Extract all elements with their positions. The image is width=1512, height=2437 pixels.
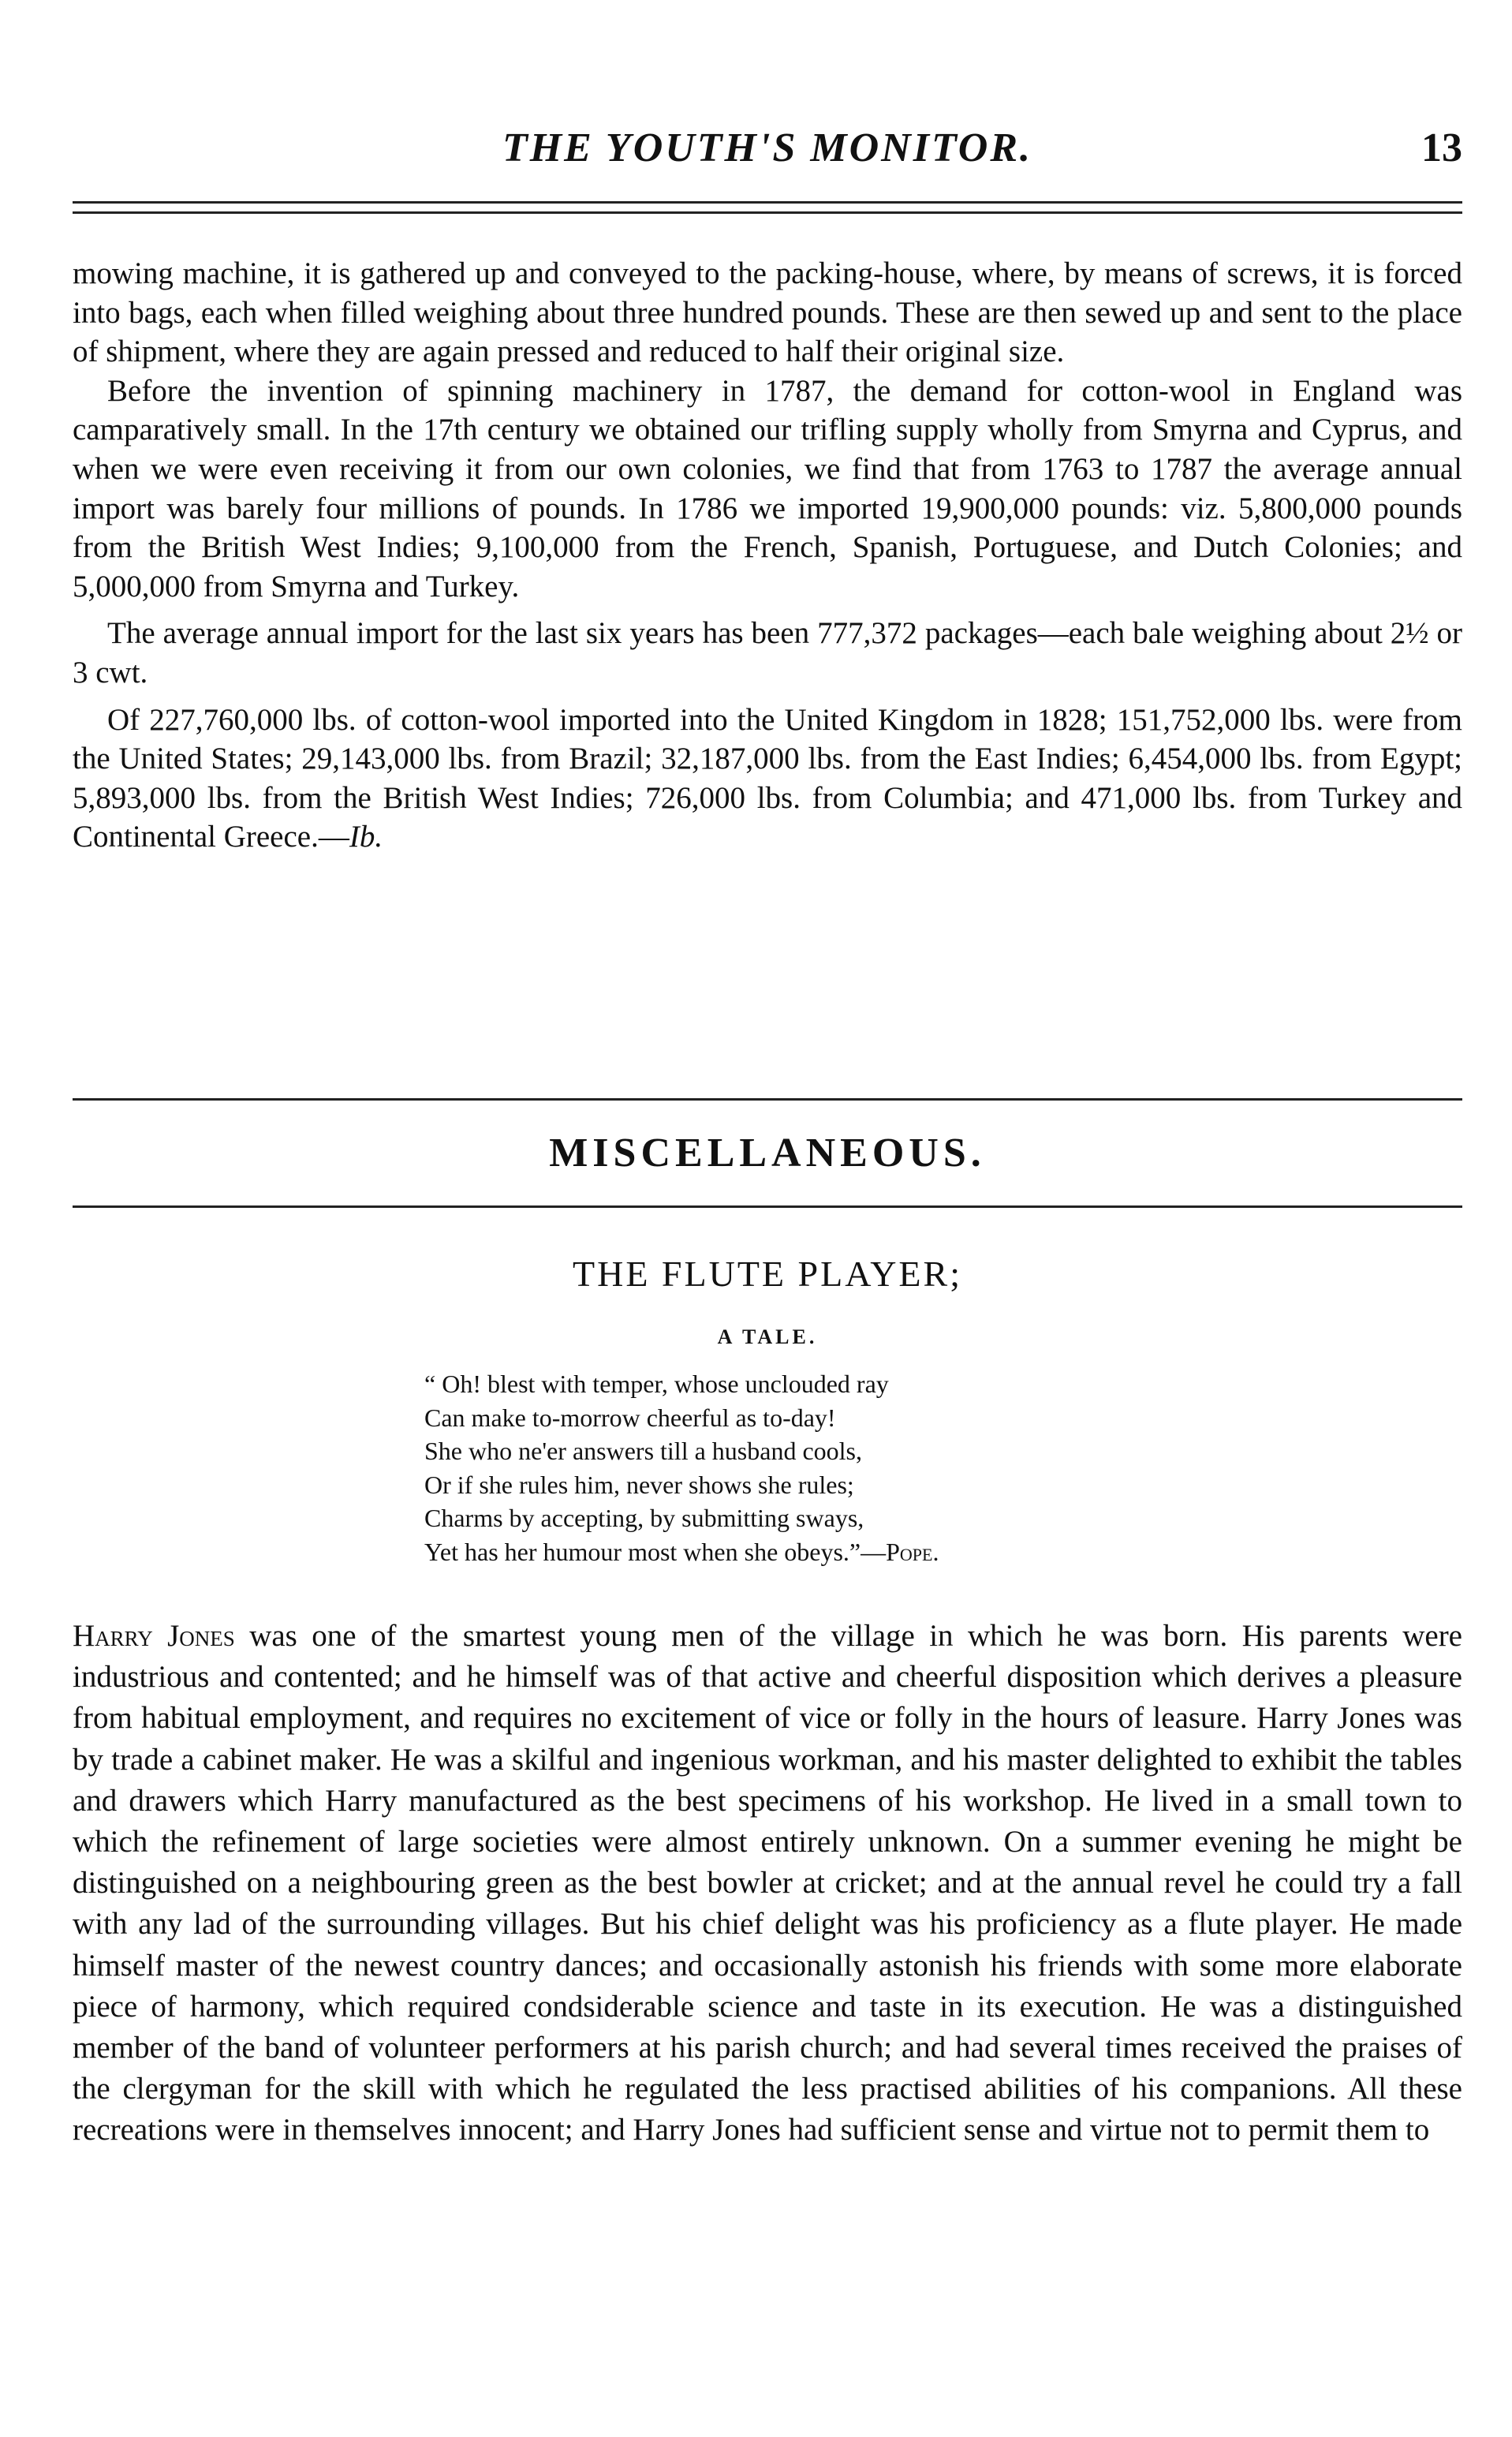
epigraph <box>424 1367 1276 1568</box>
story-body-text: was one of the smartest young men of the village in which he was born. His parents were industrious and contented; and he himself was of that active and cheerful disposition which derives a pleasure from habitual employment, and requires no excitement of vice or folly in the hours of leasure. Harry Jones was by trade a cabinet maker. He was a skilful and ingenious workman, and his master delighted to exhibit the tables and drawers which Harry manufactured as the best specimens of his workshop. He lived in a small town to which the refinement of large societies were almost entirely unknown. On a summer evening he might be distinguished on a neighbouring green as the best bowler at cricket; and at the annual revel he could try a fall with any lad of the surrounding villages. But his chief delight was his proficiency as a flute player. He made himself master of the newest country dances; and occasionally astonish his friends with some more elaborate piece of harmony, which required condsiderable science and taste in its execution. He was a distinguished member of the band of volunteer performers at his parish church; and had several times received the praises of the clergyman for the skill with which he regulated the less practised abilities of his companions. All these recreations were in themselves innocent; and Harry Jones had sufficient sense and virtue not to permit them to <box>73 1619 1462 2147</box>
article-paragraph-3: The average annual import for the last six years has been 777,372 packages—each bale weighing about 2½ or 3 cwt. <box>73 616 1462 690</box>
book-page <box>73 0 1462 2437</box>
header-double-rule <box>73 201 1462 214</box>
epigraph-line-1: “ Oh! blest with temper, whose unclouded ray <box>424 1370 889 1398</box>
page-number: 13 <box>1421 125 1462 170</box>
article-paragraph-4-text: Of 227,760,000 lbs. of cotton-wool imported into the United Kingdom in 1828; 151,752,000 lbs. were from the United States; 29,143,000 lbs. from Brazil; 32,187,000 lbs. from the East Indies; 6,454,000 lbs. from Egypt; 5,893,000 lbs. from the British West Indies; 726,000 lbs. from Columbia; and 471,000 lbs. from Turkey and Continental Greece.— <box>73 702 1462 854</box>
epigraph-line-6-text: Yet has her humour most when she obeys.”— <box>424 1537 887 1566</box>
section-rule-top <box>73 1098 1462 1101</box>
story-paragraph <box>73 1616 1462 2151</box>
story-subtitle: A TALE. <box>717 1325 818 1348</box>
source-reference: Ib. <box>349 820 383 854</box>
epigraph-line-2: Can make to-morrow cheerful as to-day! <box>424 1403 836 1432</box>
epigraph-line-5: Charms by accepting, by submitting sways, <box>424 1504 864 1532</box>
epigraph-attribution: Pope. <box>886 1537 939 1566</box>
story-title: THE FLUTE PLAYER; <box>573 1254 962 1294</box>
article-continuation <box>73 254 1462 857</box>
section-heading: MISCELLANEOUS. <box>549 1131 986 1176</box>
story-body <box>73 1616 1462 2151</box>
running-head <box>73 118 1462 181</box>
article-paragraph-2: Before the invention of spinning machinery in 1787, the demand for cotton-wool in England was camparatively small. In the 17th century we obtained our trifling supply wholly from Smyrna and Cyprus, and when we were even receiving it from our own colonies, we find that from 1763 to 1787 the average annual import was barely four millions of pounds. In 1786 we imported 19,900,000 pounds: viz. 5,800,000 pounds from the British West Indies; 9,100,000 from the French, Spanish, Portuguese, and Dutch Colonies; and 5,000,000 from Smyrna and Turkey. <box>73 373 1462 604</box>
article-paragraph-4 <box>73 701 1462 857</box>
epigraph-line-6 <box>424 1535 1276 1569</box>
running-title: THE YOUTH'S MONITOR. <box>502 125 1033 170</box>
story-lead-name: Harry Jones <box>73 1619 235 1653</box>
epigraph-line-3: She who ne'er answers till a husband cools, <box>424 1437 862 1465</box>
epigraph-line-4: Or if she rules him, never shows she rules; <box>424 1470 854 1499</box>
section-rule-bottom <box>73 1205 1462 1208</box>
article-paragraph-1: mowing machine, it is gathered up and conveyed to the packing-house, where, by means of screws, it is forced into bags, each when filled weighing about three hundred pounds. These are then sewed up and sent to the place of shipment, where they are again pressed and reduced to half their original size. <box>73 256 1462 369</box>
